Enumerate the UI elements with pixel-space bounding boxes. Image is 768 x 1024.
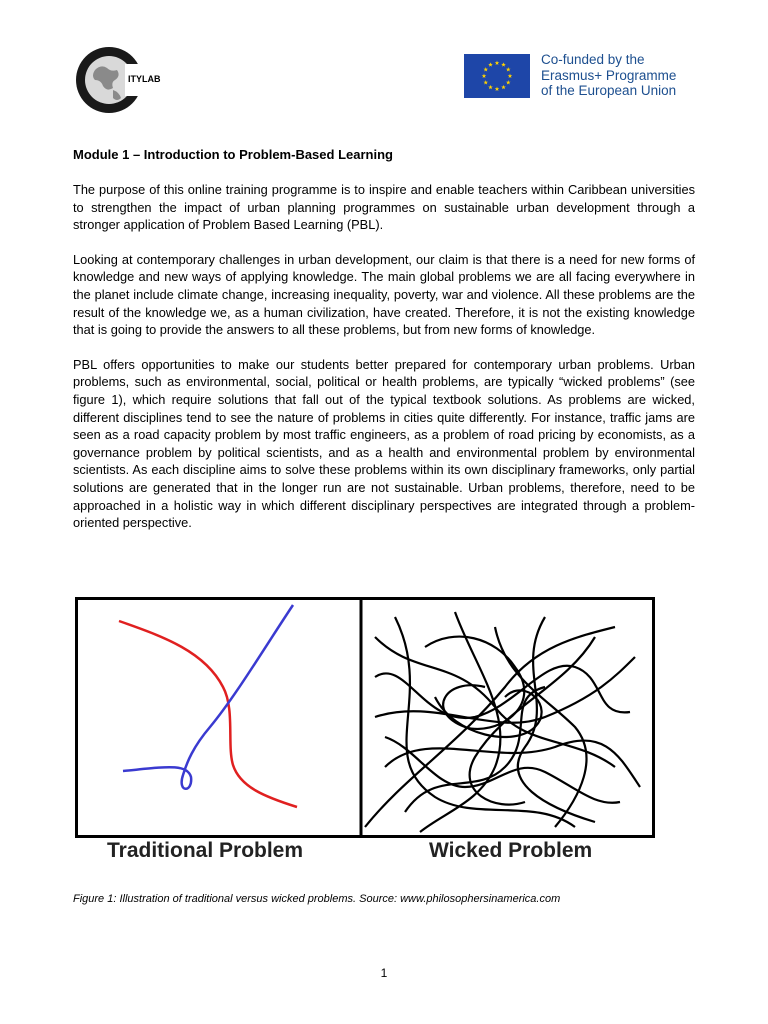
figure-1	[75, 597, 655, 869]
figure-caption: Figure 1: Illustration of traditional versus wicked problems. Source: www.philosophersinamerica.com	[73, 893, 561, 905]
logo-text: ITYLAB	[128, 74, 161, 84]
eu-line-3: of the European Union	[541, 83, 677, 98]
figure-labels	[75, 839, 655, 869]
page-number: 1	[380, 966, 388, 980]
citylab-logo-graphic	[73, 42, 183, 118]
document-body	[73, 146, 695, 549]
paragraph-2: Looking at contemporary challenges in urban development, our claim is that there is a need for new forms of knowledge and new ways of applying knowledge. The main global problems we are all facing everywhere in the planet include climate change, increasing inequality, poverty, war and violence. All these problems are the result of the knowledge we, as a human civilization, have created. Therefore, it is not the existing knowledge that is going to provide the answers to all these problems, but from new forms of knowledge.	[73, 251, 695, 338]
paragraph-1: The purpose of this online training programme is to inspire and enable teachers within Caribbean universities to strengthen the impact of urban planning programmes on sustainable urban development through a stronger application of Problem Based Learning (PBL).	[73, 182, 695, 233]
eu-line-1: Co-funded by the	[541, 52, 645, 67]
citylab-logo	[73, 42, 183, 118]
eu-flag-icon	[464, 54, 530, 98]
eu-line-2: Erasmus+ Programme	[541, 67, 677, 83]
paragraph-3: PBL offers opportunities to make our students better prepared for contemporary urban problems. Urban problems, such as environmental, social, political or health problems, are typically “wicked problems” (see figure 1), which require solutions that fall out of the typical textbook solutions. As problems are wicked, different disciplines tend to see the nature of problems in cities quite differently. For instance, traffic jams are seen as a road capacity problem by most traffic engineers, as a problem of road pricing by economists, as a governance problem by political scientists, and as a health and environmental problem by environmental scientists. As each discipline aims to solve these problems within its own disciplinary frameworks, only partial solutions are generated that in the longer run are not sustainable. Urban problems, therefore, need to be approached in a holistic way in which different disciplinary perspectives are integrated through a problem-oriented perspective.	[73, 356, 695, 531]
label-traditional-problem: Traditional Problem	[107, 839, 304, 862]
figure-illustration	[75, 597, 655, 839]
module-title: Module 1 – Introduction to Problem-Based Learning	[73, 147, 393, 162]
eu-cofunding-block	[464, 52, 704, 98]
label-wicked-problem: Wicked Problem	[429, 839, 593, 862]
figure-frame	[77, 599, 654, 837]
eu-text	[541, 52, 676, 99]
